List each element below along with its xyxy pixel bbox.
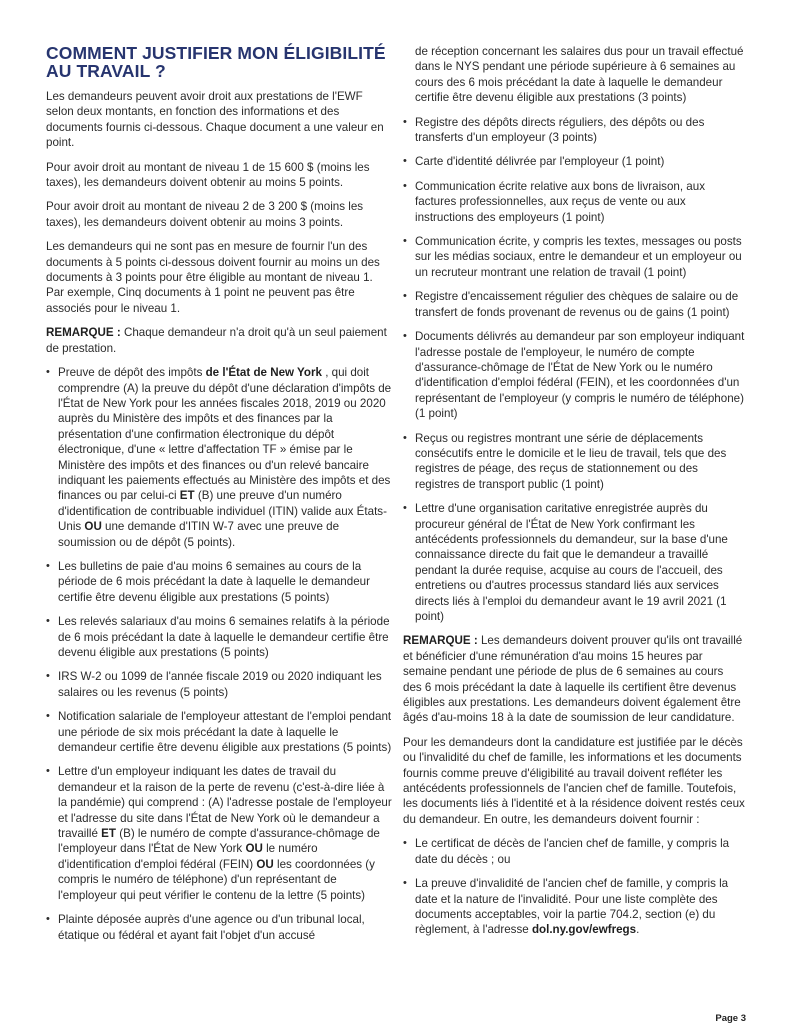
deceased-paragraph: Pour les demandeurs dont la candidature est justifiée par le décès ou l'invalidité du chef de famille, les informations et les documents fournis comme preuve d'éligibilité au travail doivent refléter les antécédents professionnels de l'ancien chef de famille. Toutefois, les documents liés à l'identité et à la résidence doivent restés ceux du demandeur. En outre, les demandeurs doivent fournir : (403, 735, 745, 826)
list-item: • Les bulletins de paie d'au moins 6 semaines au cours de la période de 6 mois précédant la date à laquelle le demandeur certifie être devenu éligible aux prestations (5 points) (46, 559, 392, 605)
level1-paragraph: Pour avoir droit au montant de niveau 1 de 15 600 $ (moins les taxes), les demandeurs doivent obtenir au moins 5 points. (46, 160, 370, 190)
deceased-documents-list (403, 836, 745, 937)
intro-paragraph: Les demandeurs peuvent avoir droit aux prestations de l'EWF selon deux montants, en fonction des informations et des documents fournis ci-dessous. Chaque document a une valeur en point. (46, 90, 384, 150)
list-item: • Reçus ou registres montrant une série de déplacements consécutifs entre le domicile et le lieu de travail, tels que des registres de péage, des reçus de stationnement ou des registres de transport public (1 point) (403, 431, 745, 493)
note-label: REMARQUE : (403, 634, 478, 648)
list-item: • Communication écrite, y compris les textes, messages ou posts sur les médias sociaux, entre le demandeur et un employeur ou un recruteur montrant une relation de travail (1 point) (403, 234, 745, 280)
note-paragraph: REMARQUE : Les demandeurs doivent prouver qu'ils ont travaillé et bénéficier d'une rémunération d'au moins 15 heures par semaine pendant une période de plus de 6 semaines au cours des 6 mois précédant la date à laquelle ils certifient être devenus éligibles aux prestations. Les demandeurs doivent également être âgés d'au-moins 18 à la date de soumission de leur candidature. (403, 634, 743, 725)
left-column (46, 44, 392, 952)
list-item: • La preuve d'invalidité de l'ancien chef de famille, y compris la date et la nature de l'invalidité. Pour une liste complète des documents acceptables, voir la partie 704.2, section (e) du règlement, à l'adresse dol.ny.gov/ewfregs. (403, 876, 745, 938)
level2-paragraph: Pour avoir droit au montant de niveau 2 de 3 200 $ (moins les taxes), les demandeurs doivent obtenir au moins 3 points. (46, 200, 364, 229)
combination-paragraph: Les demandeurs qui ne sont pas en mesure de fournir l'un des documents à 5 points ci-dessous doivent fournir au moins un des documents à 3 points pour être éligible au montant de niveau 1. Par exemple, Cinq documents à 1 point ne peuvent pas être associés pour le niveau 1. (46, 240, 380, 315)
list-item: • Les relevés salariaux d'au moins 6 semaines relatifs à la période de 6 mois précédant la date à laquelle le demandeur certifie être devenu éligible aux prestations (5 points) (46, 614, 392, 660)
list-item: • Preuve de dépôt des impôts de l'État de New York , qui doit comprendre (A) la preuve du dépôt d'une déclaration d'impôts de l'État de New York pour les années fiscales 2018, 2019 ou 2020 auprès du Ministère des impôts et des finances par la présentation d'une confirmation électronique du dépôt électronique, d'une « lettre d'affectation TF » émise par le Ministère des impôts et des finances ou d'un relevé bancaire indiquant les paiements effectués au Ministère des impôts et des finances ou par celui-ci ET (B) une preuve d'un numéro d'identification de contribuable individuel (ITIN) valide aux États-Unis OU une demande d'ITIN W-7 avec une preuve de soumission ou de dépôt (5 points). (46, 365, 392, 550)
list-item: • Communication écrite relative aux bons de livraison, aux factures professionnelles, aux reçus de vente ou aux instructions des employeurs (1 point) (403, 179, 745, 225)
page-number: Page 3 (715, 1013, 746, 1024)
documents-list-5pt (46, 365, 392, 943)
regulations-link[interactable]: dol.ny.gov/ewfregs (531, 923, 637, 937)
note-paragraph: REMARQUE : Chaque demandeur n'a droit qu'à un seul paiement de prestation. (46, 326, 387, 355)
list-item: • Registre des dépôts directs réguliers, des dépôts ou des transferts d'un employeur (3 points) (403, 115, 745, 146)
list-item: • Lettre d'une organisation caritative enregistrée auprès du procureur général de l'État de New York confirmant les antécédents professionnels du demandeur, sur la base d'une connaissance directe du fait que le demandeur a travaillé pendant la durée requise, acquise au cours de l'accueil, des entretiens ou d'autres processus standard liés aux services directs liés à l'emploi du demandeur avant le 19 avril 2021 (1 point) (403, 501, 745, 624)
list-item: • IRS W-2 ou 1099 de l'année fiscale 2019 ou 2020 indiquant les salaires ou les revenus (5 points) (46, 669, 392, 700)
list-item: • Documents délivrés au demandeur par son employeur indiquant l'adresse postale de l'employeur, le numéro de compte d'assurance-chômage de l'État de New York ou le numéro d'identification d'emploi fédéral (FEIN), et les coordonnées d'un représentant de l'employeur (y compris le numéro de téléphone) (1 point) (403, 329, 745, 421)
list-item: • Carte d'identité délivrée par l'employeur (1 point) (403, 154, 745, 169)
list-item: • Lettre d'un employeur indiquant les dates de travail du demandeur et la raison de la perte de revenu (c'est-à-dire liée à la pandémie) qui comprend : (A) l'adresse postale de l'employeur et l'adresse du site dans l'État de New York où le demandeur a travaillé ET (B) le numéro de compte d'assurance-chômage de l'employeur dans l'État de New York OU le numéro d'identification d'emploi fédéral (FEIN) OU les coordonnées (y compris le numéro de téléphone) d'un représentant de l'employeur qui peut vérifier le contenu de la lettre (5 points) (46, 764, 392, 903)
right-column (403, 44, 745, 947)
list-item: • Registre d'encaissement régulier des chèques de salaire ou de transfert de fonds provenant de revenus ou de gains (1 point) (403, 289, 745, 320)
note-label: REMARQUE : (46, 326, 121, 340)
list-item: • Notification salariale de l'employeur attestant de l'emploi pendant une période de six mois précédant la date à laquelle le demandeur certifie être devenu éligible aux prestations (5 points) (46, 709, 392, 755)
page-title: COMMENT JUSTIFIER MON ÉLIGIBILITÉ AU TRAVAIL ? (46, 43, 386, 81)
documents-list-continued (403, 44, 745, 624)
list-item: • Le certificat de décès de l'ancien chef de famille, y compris la date du décès ; ou (403, 836, 745, 867)
list-item-continuation: de réception concernant les salaires dus pour un travail effectué dans le NYS pendant une période supérieure à 6 semaines au cours des 6 mois précédant la date à laquelle le demandeur certifie être devenu éligible aux prestations (3 points) (415, 45, 744, 105)
list-item: • Plainte déposée auprès d'une agence ou d'un tribunal local, étatique ou fédéral et ayant fait l'objet d'un accusé (46, 912, 392, 943)
